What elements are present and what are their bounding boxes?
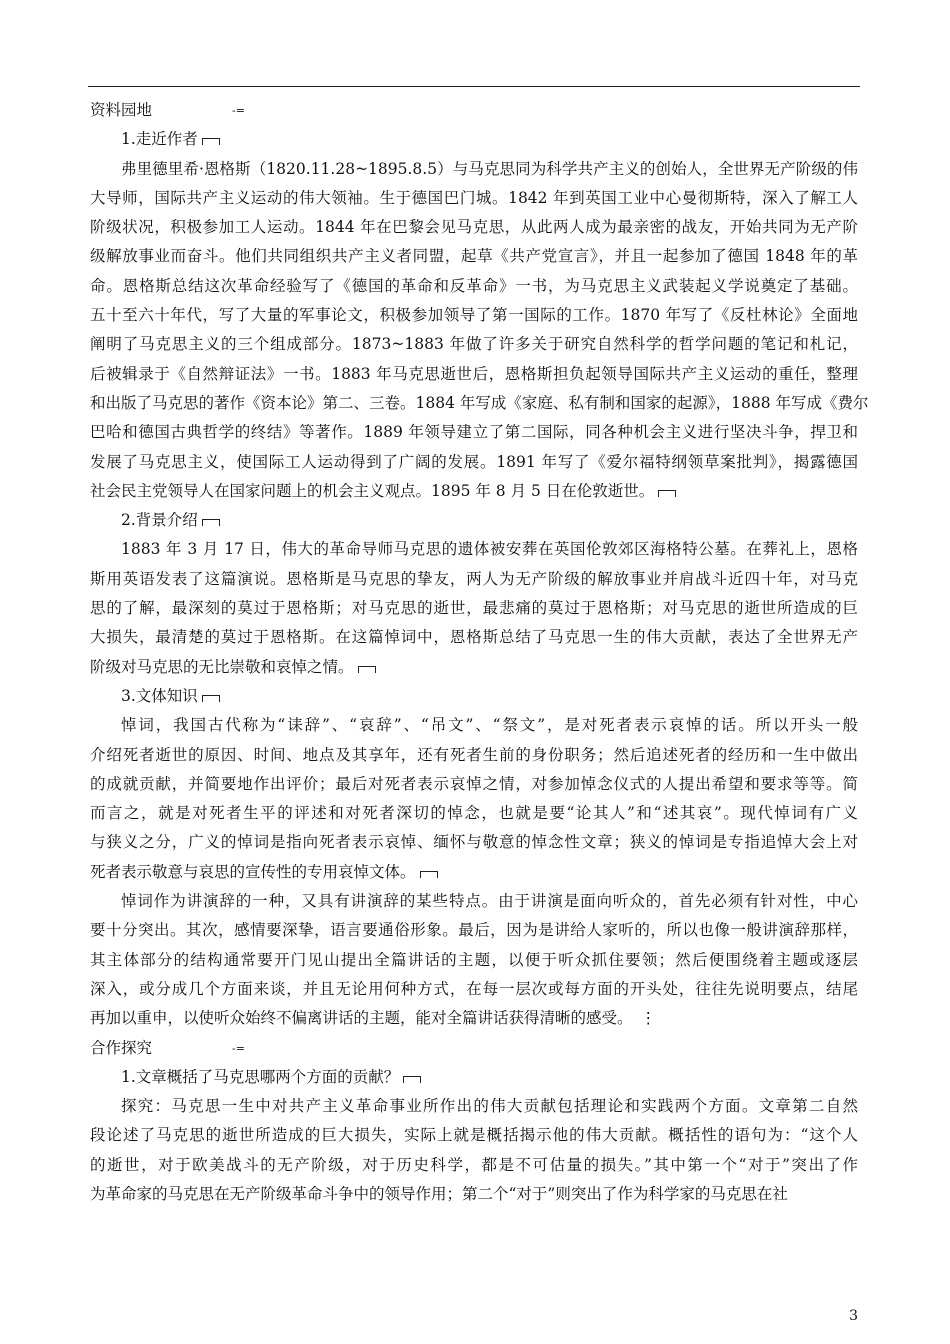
paragraph-line: 社会民主党领导人在国家问题上的机会主义观点。1895 年 8 月 5 日在伦敦逝世。 [90,481,655,500]
paragraph-line: 的成就贡献，并简要地作出评价；最后对死者表示哀悼之情，对参加悼念仪式的人提出希望和要求等等。简 [90,774,858,793]
paragraph-line-wrapper [90,858,858,887]
paragraph-line: 死者表示敬意与哀思的宣传性的专用哀悼文体。 [90,862,416,881]
section-heading-mark: -= [232,104,245,117]
paragraph-line: 和出版了马克思的著作《资本论》第二、三卷。1884 年写成《家庭、私有制和国家的起源》，1888 年写成《费尔 [90,393,869,412]
paragraph-line: 再加以重申，以使听众始终不偏离讲话的主题，能对全篇讲话获得清晰的感受。 [90,1009,633,1028]
item-title [90,125,858,154]
paragraph-line: 大损失，最清楚的莫过于恩格斯。在这篇悼词中，恩格斯总结了马克思一生的伟大贡献，表达了全世界无产 [90,628,858,647]
paragraph-line: 1883 年 3 月 17 日，伟大的革命导师马克思的遗体被安葬在英国伦敦郊区海格特公墓。在葬礼上，恩格 [121,540,858,559]
paragraph-line: 发展了马克思主义，使国际工人运动得到了广阔的发展。1891 年写了《爱尔福特纲领草案批判》，揭露德国 [90,452,858,471]
paragraph-line: 而言之，就是对死者生平的评述和对死者深切的悼念，也就是要“论其人”和“述其哀”。现代悼词有广义 [90,804,858,823]
paragraph-line: 弗里德里希·恩格斯（1820.11.28~1895.8.5）与马克思同为科学共产主义的创始人，全世界无产阶级的伟 [121,159,858,178]
paragraph-line: 深入，或分成几个方面来谈，并且无论用何种方式，在每一层次或每方面的开头处，往往先说明要点，结尾 [90,979,858,998]
paragraph-line: 为革命家的马克思在无产阶级革命斗争中的领导作用；第二个“对于”则突出了作为科学家的马克思在社 [90,1184,788,1203]
header-rule [88,86,860,87]
item-title [90,682,858,711]
paragraph-line: 与狭义之分，广义的悼词是指向死者表示哀悼、缅怀与敬意的悼念性文章；狭义的悼词是专指追悼大会上对 [90,833,858,852]
paragraph-line: 命。恩格斯总结这次革命经验写了《德国的革命和反革命》一书，为马克思主义武装起义学说奠定了基础。 [90,276,858,295]
paragraph-line: 悼词作为讲演辞的一种，又具有讲演辞的某些特点。由于讲演是面向听众的，首先必须有针对性，中心 [121,892,858,911]
paragraph-end-mark [658,490,676,497]
paragraph-line-wrapper [90,1004,858,1033]
title-end-mark [202,519,220,526]
paragraph-line: 其主体部分的结构通常要开门见山提出全篇讲话的主题，以便于听众抓住要领；然后便围绕着主题或逐层 [90,950,858,969]
paragraph-line: 阶级状况，积极参加工人运动。1844 年在巴黎会见马克思，从此两人成为最亲密的战友，开始共同为无产阶 [90,218,858,237]
item-title-text: 1.走近作者 [121,130,198,149]
paragraph-line: 思的了解，最深刻的莫过于恩格斯；对马克思的逝世，最悲痛的莫过于恩格斯；对马克思的逝世所造成的巨 [90,599,858,618]
paragraph-line-wrapper [90,653,858,682]
paragraph-end-mark [420,871,438,878]
paragraph-line-wrapper [90,1180,858,1209]
paragraph-line: 后被辑录于《自然辩证法》一书。1883 年马克思逝世后，恩格斯担负起领导国际共产主义运动的重任，整理 [90,364,858,383]
page-number: 3 [849,1308,858,1324]
item-title-text: 2.背景介绍 [121,511,198,530]
paragraph-line: 段论述了马克思的逝世所造成的巨大损失，实际上就是概括揭示他的伟大贡献。概括性的语句为：“这个人 [90,1126,858,1145]
paragraph-line: 斯用英语发表了这篇演说。恩格斯是马克思的挚友，两人为无产阶级的解放事业并肩战斗近四十年，对马克 [90,569,858,588]
paragraph-line: 悼词，我国古代称为“诔辞”、“哀辞”、“吊文”、“祭文”，是对死者表示哀悼的话。所以开头一般 [121,716,858,735]
paragraph-end-mark [358,666,376,673]
title-end-mark [202,695,220,702]
item-title-text: 3.文体知识 [121,686,198,705]
item-title-text: 1.文章概括了马克思哪两个方面的贡献？ [121,1067,400,1086]
document-body [90,96,869,1209]
item-title [90,1063,858,1092]
paragraph-line: 五十至六十年代，写了大量的军事论文，积极参加领导了第一国际的工作。1870 年写了《反杜林论》全面地 [90,306,858,325]
title-end-mark [202,138,220,145]
paragraph-line: 巴哈和德国古典哲学的终结》等著作。1889 年领导建立了第二国际，同各种机会主义进行坚决斗争，捍卫和 [90,423,858,442]
paragraph-line: 级解放事业而奋斗。他们共同组织共产主义者同盟，起草《共产党宣言》，并且一起参加了德国 1848 年的革 [90,247,858,266]
section-heading-text: 资料园地 [90,101,153,119]
paragraph-line: 的逝世，对于欧美战斗的无产阶级，对于历史科学，都是不可估量的损失。”其中第一个“对于”突出了作 [90,1155,858,1174]
paragraph-line: 介绍死者逝世的原因、时间、地点及其享年，还有死者生前的身份职务；然后追述死者的经历和一生中做出 [90,745,858,764]
section-heading-mark: -= [232,1041,245,1055]
section-heading [90,1034,858,1063]
item-title [90,506,858,535]
paragraph-line: 要十分突出。其次，感情要深挚，语言要通俗形象。最后，因为是讲给人家听的，所以也像一般讲演辞那样， [90,921,858,940]
section-heading [90,96,858,125]
paragraph-line-wrapper [90,477,858,506]
paragraph-line: 阶级对马克思的无比崇敬和哀悼之情。 [90,657,354,676]
paragraph-line: 大导师，国际共产主义运动的伟大领袖。生于德国巴门城。1842 年到英国工业中心曼彻斯特，深入了解工人 [90,188,858,207]
title-end-mark [403,1076,421,1083]
paragraph-line: 阐明了马克思主义的三个组成部分。1873~1883 年做了许多关于研究自然科学的哲学问题的笔记和札记， [90,335,858,354]
section-heading-text: 合作探究 [90,1038,153,1057]
colon-mark: ⋮ [640,1009,657,1028]
paragraph-line: 探究：马克思一生中对共产主义革命事业所作出的伟大贡献包括理论和实践两个方面。文章第二自然 [121,1097,858,1116]
